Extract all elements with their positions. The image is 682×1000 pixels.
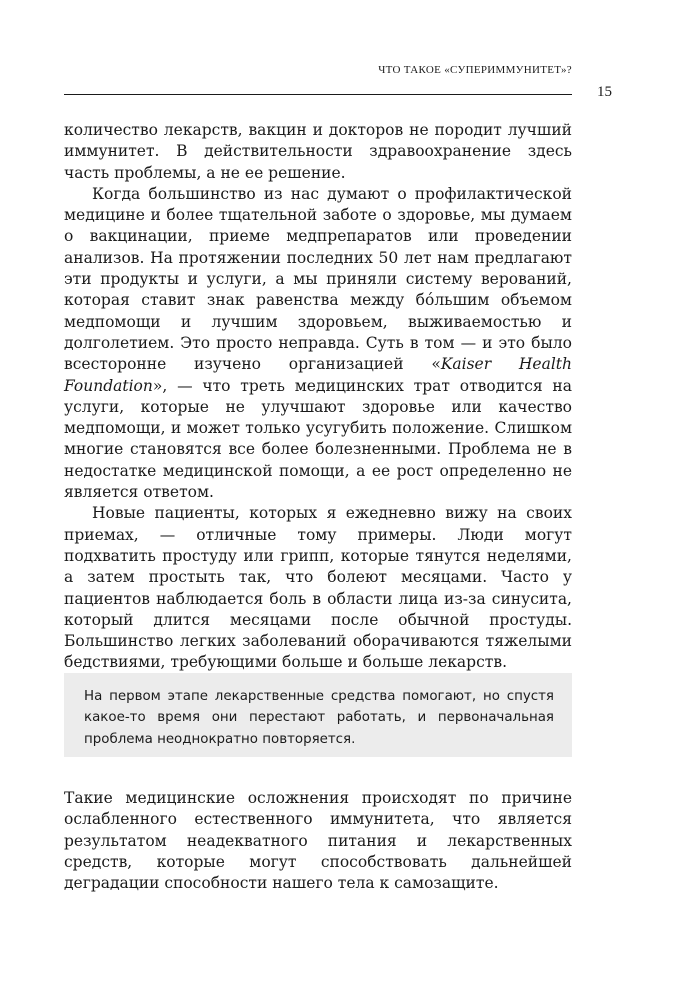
running-head: ЧТО ТАКОЕ «СУПЕРИММУНИТЕТ»? bbox=[378, 64, 572, 76]
header-rule bbox=[64, 94, 572, 95]
organization-name: Kaiser Health Foundation bbox=[64, 355, 572, 395]
callout-box bbox=[64, 673, 572, 757]
paragraph-2-text-b: », — что треть медицинских трат отводится на услуги, которые не улучшают здоровье или качество медпомощи, и может только усугубить положение. Слишком многие становятся все более болезненными. Проблема не в недостатке медицинской помощи, а ее рост определенно не является ответом. bbox=[64, 376, 572, 502]
paragraph-2-text-a: Когда большинство из нас думают о профилактической медицине и более тщательной заботе о здоровье, мы думаем о вакцинации, приеме медпрепаратов или проведении анализов. На протяжении последних 50 лет нам предлагают эти продукты и услуги, а мы приняли систему верований, которая ставит знак равенства между бóльшим объемом медпомощи и лучшим здоровьем, выживаемостью и долголетием. Это просто неправда. Суть в том — и это было всесторонне изучено организацией « bbox=[64, 184, 572, 374]
body-text-top bbox=[64, 120, 572, 674]
paragraph-2 bbox=[64, 184, 572, 503]
callout-text: На первом этапе лекарственные средства помогают, но спустя какое-то время они перестают работать, и первоначальная проблема неоднократно повторяется. bbox=[84, 689, 554, 747]
paragraph-1: количество лекарств, вакцин и докторов не породит лучший иммунитет. В действительности здравоохранение здесь часть проблемы, а не ее решение. bbox=[64, 121, 572, 182]
body-text-bottom bbox=[64, 788, 572, 894]
paragraph-3: Новые пациенты, которых я ежедневно вижу на своих приемах, — отличные тому примеры. Люди могут подхватить простуду или грипп, которые тянутся неделями, а затем простыть так, что болеют месяцами. Часто у пациентов наблюдается боль в области лица из-за синусита, который длится месяцами после обычной простуды. Большинство легких заболеваний оборачиваются тяжелыми бедствиями, требующими больше и больше лекарств. bbox=[64, 504, 572, 672]
page-number: 15 bbox=[597, 84, 612, 100]
paragraph-4: Такие медицинские осложнения происходят по причине ослабленного естественного иммунитета, что является результатом неадекватного питания и лекарственных средств, которые могут способствовать дальнейшей деградации способности нашего тела к самозащите. bbox=[64, 789, 572, 893]
